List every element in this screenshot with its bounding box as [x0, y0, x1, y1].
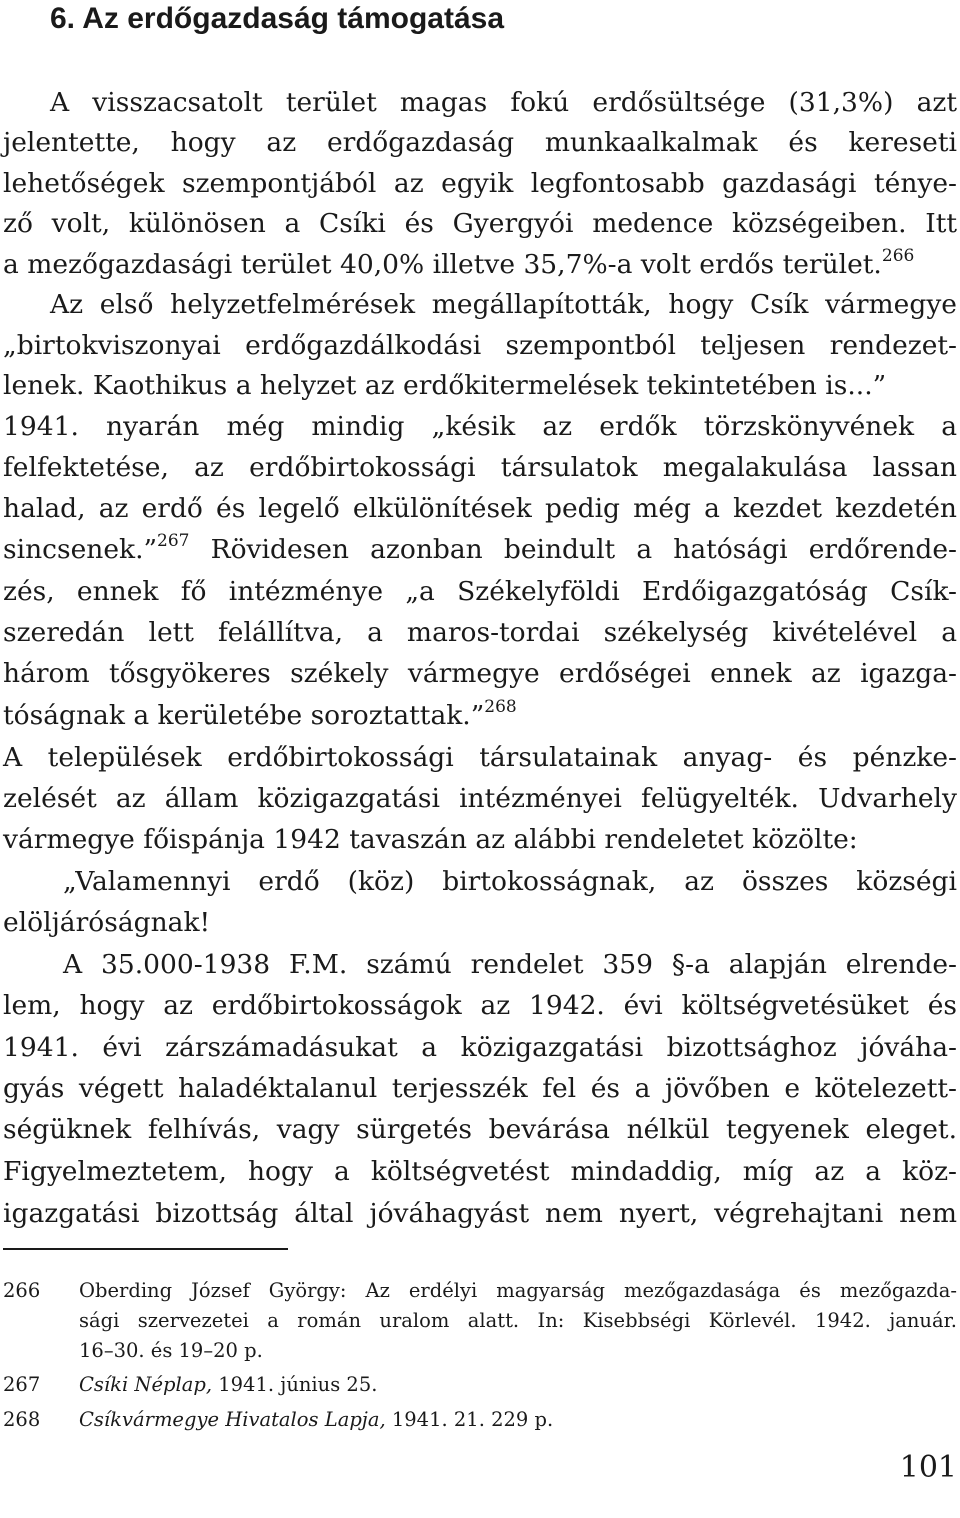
- text-run: vármegye főispánja 1942 tavaszán az alábbi rendeletet közölte:: [3, 824, 858, 855]
- text-run: 1941. június 25.: [212, 1373, 378, 1396]
- page-number: 101: [899, 1450, 957, 1485]
- text-line: [3, 985, 957, 1026]
- footnote-number: 267: [3, 1373, 41, 1396]
- text-line: [3, 163, 957, 204]
- footnote-text: [79, 1306, 957, 1336]
- text-run: sági szervezetei a román uralom alatt. In: Kisebbségi Körlevél. 1942. január.: [79, 1309, 957, 1332]
- text-line: [3, 406, 957, 447]
- italic-text: Csíkvármegye Hivatalos Lapja,: [79, 1408, 386, 1431]
- text-run: sincsenek.”: [3, 534, 158, 565]
- text-line: [3, 203, 957, 244]
- text-run: zelését az állam közigazgatási intézményei felügyelték. Udvarhely: [3, 783, 957, 814]
- text-run: A települések erdőbirtokossági társulatainak anyag- és pénzke-: [3, 742, 957, 773]
- text-run: Oberding József György: Az erdélyi magyarság mezőgazdasága és mezőgazda-: [79, 1279, 957, 1302]
- text-line: [3, 244, 957, 285]
- text-line: [3, 737, 957, 778]
- text-line: [3, 488, 957, 529]
- text-run: felfektetése, az erdőbirtokossági társulatok megalakulása lassan: [3, 452, 957, 483]
- text-run: Az első helyzetfelmérések megállapították, hogy Csík vármegye: [50, 289, 957, 320]
- text-line: [3, 778, 957, 819]
- text-line: [3, 902, 957, 943]
- footnote-line: [3, 1336, 957, 1366]
- text-line: [3, 819, 957, 860]
- text-run: 16–30. és 19–20 p.: [79, 1339, 263, 1362]
- text-line: [3, 1027, 957, 1068]
- footnote-line: [3, 1306, 957, 1336]
- text-line: [3, 653, 957, 694]
- footnote-line: [3, 1276, 957, 1306]
- text-line: [50, 284, 957, 325]
- text-line: [3, 365, 957, 406]
- footnote-text: [79, 1336, 957, 1366]
- text-run: 1941. nyarán még mindig „késik az erdők törzskönyvének a: [3, 411, 957, 442]
- text-run: három tősgyökeres székely vármegye erdőségei ennek az igazga-: [3, 658, 957, 689]
- footnote-text: [79, 1276, 957, 1306]
- text-line: [3, 695, 957, 736]
- footnote-ref: 266: [881, 246, 915, 266]
- text-run: halad, az erdő és legelő elkülönítések pedig még a kezdet kezdetén: [3, 493, 957, 524]
- text-line: [3, 122, 957, 163]
- footnote-text: [79, 1370, 957, 1400]
- text-run: ségüknek felhívás, vagy sürgetés bevárása nélkül tegyenek eleget.: [3, 1114, 957, 1145]
- text-run: Figyelmeztetem, hogy a költségvetést mindaddig, míg az a köz-: [3, 1156, 957, 1187]
- text-run: szeredán lett felállítva, a maros-tordai székelység kivételével a: [3, 617, 957, 648]
- text-run: 1941. évi zárszámadásukat a közigazgatási bizottsághoz jóváha-: [3, 1032, 957, 1063]
- footnote-ref: 268: [484, 697, 517, 717]
- text-run: „Valamennyi erdő (köz) birtokosságnak, az összes községi: [63, 866, 957, 897]
- text-line: [3, 529, 957, 570]
- text-run: zés, ennek fő intézménye „a Székelyföldi Erdőigazgatóság Csík-: [3, 576, 957, 607]
- text-run: lehetőségek szempontjából az egyik legfontosabb gazdasági ténye-: [3, 168, 957, 199]
- text-line: [50, 82, 957, 123]
- footnote-ref: 267: [157, 531, 190, 551]
- text-run: tóságnak a kerületébe soroztattak.”: [3, 700, 485, 731]
- text-run: igazgatási bizottság által jóváhagyást nem nyert, végrehajtani nem: [3, 1198, 957, 1229]
- footnote-separator: [3, 1248, 288, 1250]
- footnote-line: [3, 1370, 957, 1400]
- footnote-line: [3, 1405, 957, 1435]
- text-line: [3, 571, 957, 612]
- text-line: [3, 1068, 957, 1109]
- footnote-number: 266: [3, 1279, 41, 1302]
- text-line: [3, 1109, 957, 1150]
- text-run: elöljáróságnak!: [3, 907, 211, 938]
- text-run: jelentette, hogy az erdőgazdaság munkaalkalmak és kereseti: [3, 127, 957, 158]
- text-run: gyás végett haladéktalanul terjesszék fel és a jövőben e kötelezett-: [3, 1073, 957, 1104]
- text-line: [3, 1193, 957, 1234]
- text-line: [63, 861, 957, 902]
- text-line: [3, 325, 957, 366]
- text-run: Rövidesen azonban beindult a hatósági erdőrende-: [189, 534, 957, 565]
- text-run: ző volt, különösen a Csíki és Gyergyói medence községeiben. Itt: [3, 208, 957, 239]
- text-run: a mezőgazdasági terület 40,0% illetve 35,7%-a volt erdős terület.: [3, 249, 882, 280]
- text-run: „birtokviszonyai erdőgazdálkodási szempontból teljesen rendezet-: [3, 330, 957, 361]
- footnote-text: [79, 1405, 957, 1435]
- section-heading: 6. Az erdőgazdaság támogatása: [50, 2, 505, 35]
- text-run: lem, hogy az erdőbirtokosságok az 1942. évi költségvetésüket és: [3, 990, 957, 1021]
- footnote-number: 268: [3, 1408, 41, 1431]
- text-line: [63, 944, 957, 985]
- text-run: 1941. 21. 229 p.: [385, 1408, 554, 1431]
- text-line: [3, 1151, 957, 1192]
- text-line: [3, 612, 957, 653]
- text-run: A 35.000-1938 F.M. számú rendelet 359 §-a alapján elrende-: [63, 949, 957, 980]
- text-line: [3, 447, 957, 488]
- text-run: A visszacsatolt terület magas fokú erdősültsége (31,3%) azt: [50, 87, 957, 118]
- italic-text: Csíki Néplap,: [79, 1373, 213, 1396]
- text-run: lenek. Kaothikus a helyzet az erdőkitermelések tekintetében is...”: [3, 370, 887, 401]
